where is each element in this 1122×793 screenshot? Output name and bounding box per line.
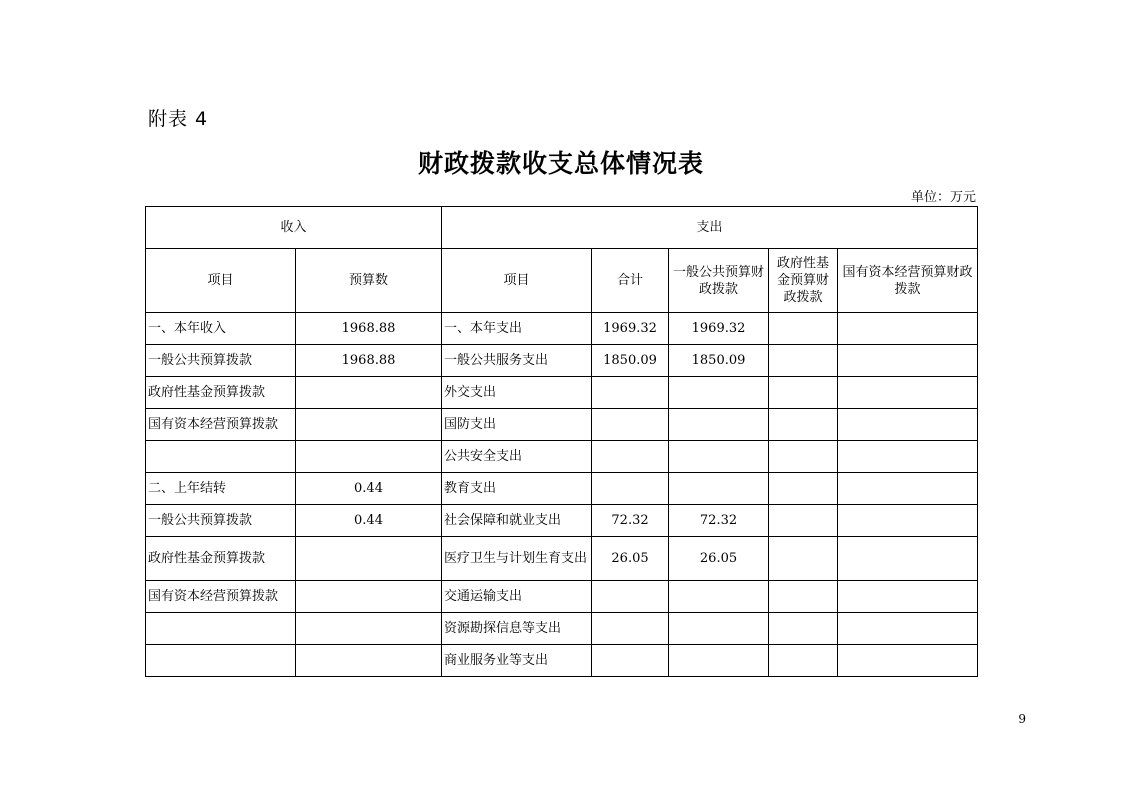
income-budget-cell: [296, 377, 442, 409]
state-capital-cell: [838, 581, 978, 613]
table-row: [146, 409, 978, 441]
expenditure-item-cell: 医疗卫生与计划生育支出: [442, 537, 592, 581]
table-row: [146, 377, 978, 409]
income-budget-cell: [296, 581, 442, 613]
expenditure-item-cell: 交通运输支出: [442, 581, 592, 613]
general-budget-cell: 1850.09: [669, 345, 769, 377]
expenditure-total-cell: [592, 409, 669, 441]
table-row: [146, 613, 978, 645]
expenditure-item-cell: 国防支出: [442, 409, 592, 441]
income-item-cell: [146, 441, 296, 473]
income-budget-cell: 1968.88: [296, 313, 442, 345]
table-row: [146, 645, 978, 677]
state-capital-cell: [838, 505, 978, 537]
general-budget-header: 一般公共预算财政拨款: [669, 249, 769, 313]
expenditure-total-cell: [592, 613, 669, 645]
general-budget-cell: 72.32: [669, 505, 769, 537]
general-budget-cell: [669, 377, 769, 409]
gov-fund-cell: [769, 345, 838, 377]
table-row: [146, 581, 978, 613]
income-item-cell: 政府性基金预算拨款: [146, 537, 296, 581]
state-capital-cell: [838, 409, 978, 441]
table-row: [146, 441, 978, 473]
gov-fund-cell: [769, 581, 838, 613]
income-item-cell: [146, 645, 296, 677]
general-budget-cell: [669, 473, 769, 505]
expenditure-item-cell: 一、本年支出: [442, 313, 592, 345]
page-title: 财政拨款收支总体情况表: [417, 149, 704, 178]
expenditure-total-cell: 1850.09: [592, 345, 669, 377]
budget-table: [145, 206, 978, 677]
table-row: [146, 345, 978, 377]
expenditure-item-cell: 教育支出: [442, 473, 592, 505]
gov-fund-cell: [769, 645, 838, 677]
income-budget-cell: [296, 441, 442, 473]
general-budget-cell: [669, 441, 769, 473]
gov-fund-cell: [769, 537, 838, 581]
expenditure-item-cell: 一般公共服务支出: [442, 345, 592, 377]
income-budget-cell: [296, 613, 442, 645]
page-number: 9: [1018, 712, 1026, 726]
gov-fund-cell: [769, 441, 838, 473]
income-item-cell: 一般公共预算拨款: [146, 505, 296, 537]
expenditure-total-cell: 1969.32: [592, 313, 669, 345]
expenditure-header: 支出: [442, 207, 978, 249]
general-budget-cell: [669, 581, 769, 613]
income-budget-cell: [296, 409, 442, 441]
state-capital-cell: [838, 537, 978, 581]
state-capital-header: 国有资本经营预算财政拨款: [838, 249, 978, 313]
gov-fund-cell: [769, 473, 838, 505]
header-row-groups: [146, 207, 978, 249]
expenditure-item-header: 项目: [442, 249, 592, 313]
gov-fund-header: 政府性基金预算财政拨款: [769, 249, 838, 313]
income-budget-cell: 0.44: [296, 505, 442, 537]
attachment-label: 附表 4: [148, 108, 209, 130]
state-capital-cell: [838, 613, 978, 645]
unit-label: 单位：万元: [910, 190, 976, 205]
table-row: [146, 473, 978, 505]
expenditure-item-cell: 公共安全支出: [442, 441, 592, 473]
gov-fund-cell: [769, 313, 838, 345]
income-item-cell: 一般公共预算拨款: [146, 345, 296, 377]
expenditure-total-cell: 72.32: [592, 505, 669, 537]
income-item-cell: 二、上年结转: [146, 473, 296, 505]
state-capital-cell: [838, 313, 978, 345]
expenditure-total-cell: [592, 441, 669, 473]
table-row: [146, 537, 978, 581]
gov-fund-cell: [769, 409, 838, 441]
general-budget-cell: [669, 645, 769, 677]
expenditure-item-cell: 资源勘探信息等支出: [442, 613, 592, 645]
table-row: [146, 505, 978, 537]
state-capital-cell: [838, 345, 978, 377]
expenditure-total-cell: [592, 377, 669, 409]
state-capital-cell: [838, 473, 978, 505]
income-budget-cell: 1968.88: [296, 345, 442, 377]
income-header: 收入: [146, 207, 442, 249]
expenditure-item-cell: 商业服务业等支出: [442, 645, 592, 677]
expenditure-total-cell: 26.05: [592, 537, 669, 581]
expenditure-item-cell: 外交支出: [442, 377, 592, 409]
gov-fund-cell: [769, 613, 838, 645]
state-capital-cell: [838, 645, 978, 677]
income-item-cell: 国有资本经营预算拨款: [146, 409, 296, 441]
general-budget-cell: [669, 613, 769, 645]
table-row: [146, 313, 978, 345]
gov-fund-cell: [769, 505, 838, 537]
expenditure-total-cell: [592, 581, 669, 613]
income-item-cell: 政府性基金预算拨款: [146, 377, 296, 409]
income-budget-cell: [296, 645, 442, 677]
income-item-cell: [146, 613, 296, 645]
expenditure-item-cell: 社会保障和就业支出: [442, 505, 592, 537]
income-item-header: 项目: [146, 249, 296, 313]
income-item-cell: 国有资本经营预算拨款: [146, 581, 296, 613]
income-budget-cell: [296, 537, 442, 581]
income-budget-cell: 0.44: [296, 473, 442, 505]
general-budget-cell: 26.05: [669, 537, 769, 581]
income-budget-header: 预算数: [296, 249, 442, 313]
expenditure-total-header: 合计: [592, 249, 669, 313]
state-capital-cell: [838, 377, 978, 409]
general-budget-cell: [669, 409, 769, 441]
header-row-columns: [146, 249, 978, 313]
expenditure-total-cell: [592, 645, 669, 677]
general-budget-cell: 1969.32: [669, 313, 769, 345]
income-item-cell: 一、本年收入: [146, 313, 296, 345]
state-capital-cell: [838, 441, 978, 473]
gov-fund-cell: [769, 377, 838, 409]
expenditure-total-cell: [592, 473, 669, 505]
